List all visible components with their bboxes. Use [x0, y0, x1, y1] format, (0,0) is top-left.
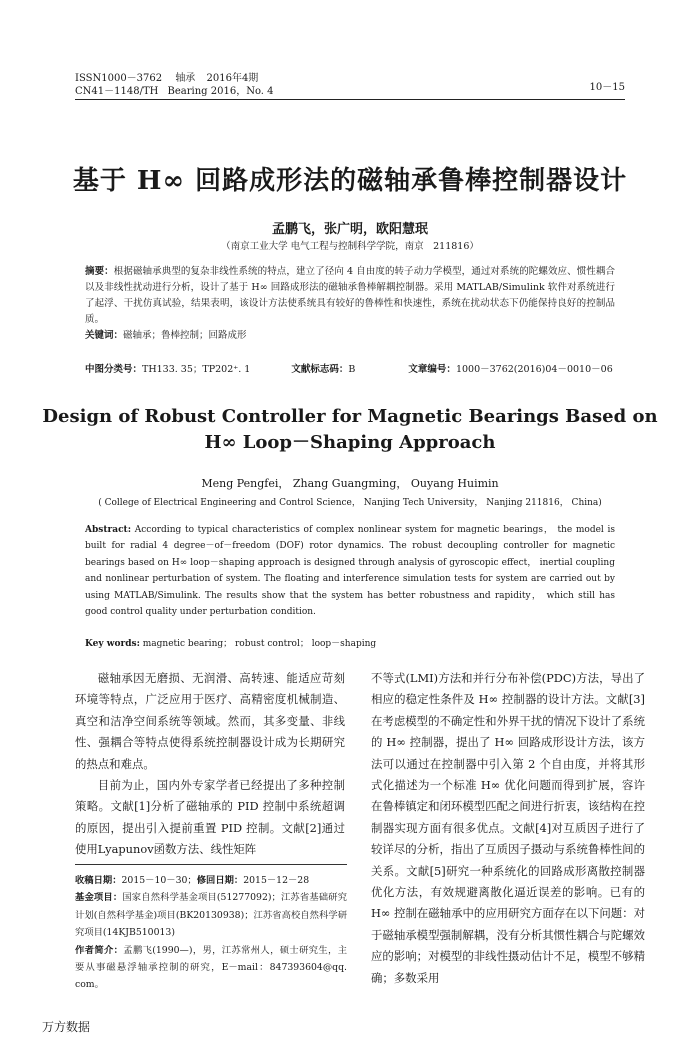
keywords-en-text: magnetic bearing； robust control； loop－shaping [139, 639, 377, 649]
received-date: 2015－10－30； [121, 875, 197, 886]
watermark-footer: 万方数据 [42, 1020, 91, 1034]
article-no-label: 文章编号： [408, 364, 456, 375]
abstract-en [85, 522, 615, 620]
affiliation-en: ( College of Electrical Engineering and Control Science， Nanjing Tech University， Nanjing 211816， China) [98, 498, 602, 508]
footnotes [75, 872, 347, 994]
body-paragraph: 磁轴承因无磨损、无润滑、高转速、能适应苛刻环境等特点，广泛应用于医疗、高精密度机械制造、真空和洁净空间系统等领域。然而，其多变量、非线性、强耦合等特点使得系统控制器设计成为长期研究的热点和难点。 [75, 671, 345, 771]
keywords-cn-label: 关键词： [85, 330, 124, 341]
authors-cn: 孟鹏飞，张广明，欧阳慧珉 [271, 222, 428, 237]
classification-line [85, 361, 613, 375]
doc-code-label: 文献标志码： [291, 364, 349, 375]
title-en [0, 404, 700, 456]
journal-issue-en: Bearing 2016，No. 4 [167, 86, 274, 97]
header-rule [75, 99, 625, 100]
issn: ISSN1000－3762 [75, 73, 163, 84]
keywords-en-label: Key words: [85, 639, 140, 649]
affiliation-cn: （南京工业大学 电气工程与控制科学学院，南京 211816） [221, 241, 479, 252]
keywords-cn-text: 磁轴承；鲁棒控制；回路成形 [123, 330, 247, 341]
footnote-author [75, 942, 347, 994]
received-label: 收稿日期： [75, 875, 122, 886]
abstract-en-text: According to typical characteristics of complex nonlinear system for magnetic bearings， the model is built for radial 4 degree－of－freedom (DOF) rotor dynamics. The robust decoupling controller for magnetic bearings based on H∞ loop－shaping approach is designed through analysis of gyroscopic effect， inertial coupling and nonlinear perturbation of system. The floating and interference simulation tests for system are carried out by using MATLAB/Simulink. The results show that the system has better robustness and rapidity， which still has good control quality under perturbation condition. [85, 525, 615, 618]
page-range: 10－15 [589, 82, 625, 93]
footnote-fund [75, 889, 347, 941]
clc-label: 中图分类号： [85, 364, 143, 375]
body-column-left [75, 668, 345, 861]
clc-value: TH133. 35；TP202⁺. 1 [142, 364, 251, 375]
fund-text: 国家自然科学基金项目(51277092)；江苏省基础研究计划(自然科学基金)项目(BK20130938)；江苏省高校自然科学研究项目(14KJB510013) [75, 892, 347, 939]
doc-code-value: B [348, 364, 356, 375]
abstract-cn-label: 摘要： [85, 266, 114, 277]
keywords-en [85, 636, 376, 649]
journal-header [75, 72, 274, 98]
body-paragraph: 不等式(LMI)方法和并行分布补偿(PDC)方法，导出了相应的稳定性条件及 H∞ 控制器的设计方法。文献[3]在考虑模型的不确定性和外界干扰的情况下设计了系统的 H∞ 控制器，提出了 H∞ 回路成形设计方法，该方法可以通过在控制器中引入第 2 个自由度，并将其形式化描述为一个标准 H∞ 优化问题而得到扩展，容许在鲁棒镇定和闭环模型匹配之间进行折衷，该结构在控制器实现方面有很多优点。文献[4]对互质因子进行了较详尽的分析，指出了互质因子摄动与系统鲁棒性间的关系。文献[5]研究一种系统化的回路成形离散控制器优化方法，有效规避离散化逼近误差的影响。已有的 H∞ 控制在磁轴承中的应用研究方面存在以下问题：对于磁轴承模型强制解耦，没有分析其惯性耦合与陀螺效应的影响；对模型的非线性摄动估计不足，模型不够精确；多数采用 [371, 671, 645, 985]
cn-number: CN41－1148/TH [75, 86, 159, 97]
authors-en: Meng Pengfei， Zhang Guangming， Ouyang Huimin [201, 477, 499, 490]
title-cn: 基于 H∞ 回路成形法的磁轴承鲁棒控制器设计 [72, 166, 628, 196]
body-paragraph: 目前为止，国内外专家学者已经提出了多种控制策略。文献[1]分析了磁轴承的 PID 控制中系统超调的原因，提出引入提前重置 PID 控制。文献[2]通过使用Lyapunov函数方法、线性矩阵 [75, 778, 345, 857]
fund-label: 基金项目： [75, 892, 123, 904]
article-no-value: 1000－3762(2016)04－0010－06 [455, 364, 613, 375]
journal-name-cn: 轴承 [175, 73, 196, 84]
footnote-dates [75, 872, 347, 889]
abstract-cn-text: 根据磁轴承典型的复杂非线性系统的特点，建立了径向 4 自由度的转子动力学模型，通过对系统的陀螺效应、惯性耦合以及非线性扰动进行分析，设计了基于 H∞ 回路成形法的磁轴承鲁棒解耦控制器。采用 MATLAB/Simulink 软件对系统进行了起浮、干扰仿真试验，结果表明，该设计方法使系统具有较好的鲁棒性和快速性，系统在扰动状态下仍能保持良好的控制品质。 [85, 266, 615, 325]
author-bio-text: 孟鹏飞(1990—)，男，江苏常州人，硕士研究生，主要从事磁悬浮轴承控制的研究，E－mail：847393604@qq. com。 [75, 944, 347, 991]
title-en-line2: H∞ Loop－Shaping Approach [204, 432, 496, 453]
footnote-rule [75, 864, 347, 865]
issue-cn: 2016年4期 [206, 73, 259, 84]
abstract-en-label: Abstract: [85, 525, 132, 535]
author-bio-label: 作者简介： [75, 944, 124, 956]
abstract-cn [85, 264, 615, 344]
body-column-right [371, 668, 645, 989]
title-en-line1: Design of Robust Controller for Magnetic Bearings Based on [42, 406, 658, 427]
revised-date: 2015－12－28 [243, 875, 310, 886]
keywords-cn [85, 328, 615, 344]
revised-label: 修回日期： [196, 875, 244, 886]
